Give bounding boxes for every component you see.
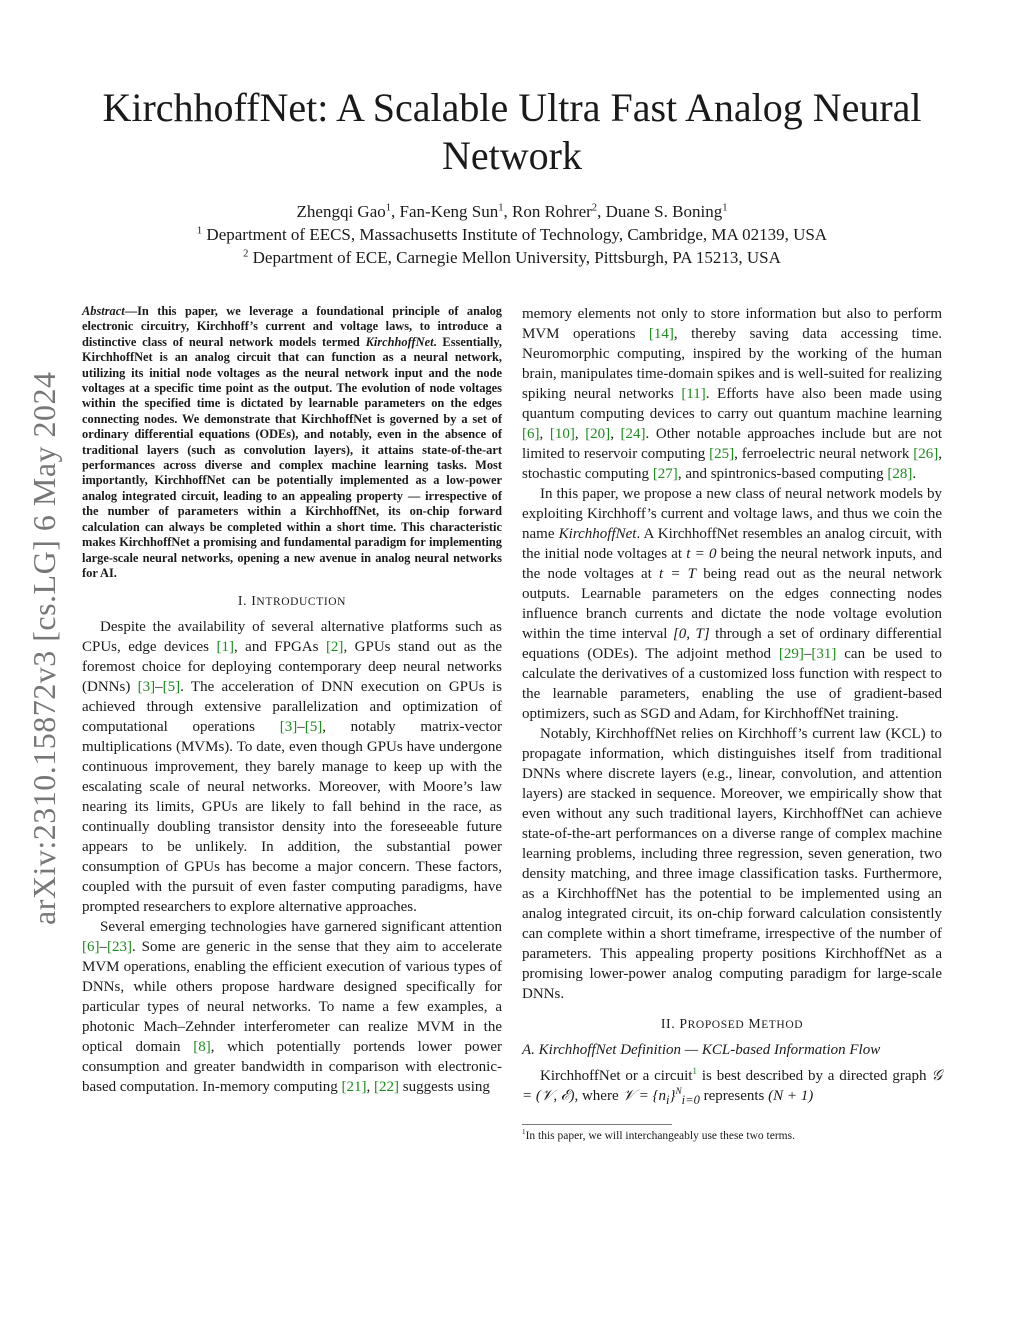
paragraph: Notably, KirchhoffNet relies on Kirchhoff’s current law (KCL) to propagate information, which distinguishes itself from traditional DNNs where discrete layers (e.g., linear, convolution, and attention layers) are stacked in sequence. Moreover, we empirically show that even without any such traditional layers, KirchhoffNet can achieve state-of-the-art performances on a diverse range of complex machine learning problems, including three regression, seven generation, two density matching, and three image classification tasks. Furthermore, as a KirchhoffNet has the potential to be implemented using an analog integrated circuit, its on-chip forward calculation consistently can complete within a short timeframe, irrespective of the number of parameters. This appealing property positions KirchhoffNet as a promising lower-power analog computing paradigm for large-scale DNNs. [522, 726, 942, 1002]
right-column [522, 304, 942, 1143]
abstract: Abstract—In this paper, we leverage a foundational principle of analog electronic circuitry, Kirchhoff’s current and voltage laws, to introduce a distinctive class of neural network models termed KirchhoffNet. Essentially, KirchhoffNet is an analog circuit that can function as a neural network, utilizing its initial node voltages as the neural network input and the node voltages at a specific time point as the output. The evolution of node voltages within the specified time is dictated by learnable parameters on the edges connecting nodes. We demonstrate that KirchhoffNet is governed by a set of ordinary differential equations (ODEs), and notably, even in the absence of traditional layers (such as convolution layers), it attains state-of-the-art performances across diverse and complex machine learning tasks. Most importantly, KirchhoffNet can be potentially implemented as a low-power analog integrated circuit, leading to an appealing property — irrespective of the number of parameters within a KirchhoffNet, its on-chip forward calculation can always be completed within a short time. This characteristic makes KirchhoffNet a promising and fundamental paradigm for implementing large-scale neural networks, opening a new avenue in analog neural networks for AI. [82, 304, 502, 580]
affiliation-number: 1 [196, 225, 203, 237]
citation-link[interactable]: [3] [137, 679, 156, 696]
math-inline: t = 0 [686, 546, 717, 562]
author-name: Duane S. Boning [605, 202, 723, 221]
citation-link[interactable]: [2] [325, 639, 344, 656]
citation-link[interactable]: [27] [652, 466, 678, 482]
arxiv-identifier: arXiv:2310.15872v3 [cs.LG] 6 May 2024 [26, 371, 62, 925]
author-name: Fan-Keng Sun [399, 202, 499, 221]
citation-link[interactable]: [10] [549, 426, 575, 442]
affiliation-line [60, 223, 964, 246]
footnote: $^1$In this paper, we will interchangeably use these two terms. [522, 1128, 795, 1142]
paragraph: Despite the availability of several alternative platforms such as CPUs, edge devices [1], and FPGAs [2], GPUs stand out as the foremost choice for deploying contemporary deep neural networks (DNNs) [3]–[5]. The acceleration of DNN execution on GPUs is achieved through extensive parallelization and optimization of computational operations [3]–[5], notably matrix-vector multiplications (MVMs). To date, even though GPUs have undergone continuous improvement, they barely manage to keep up with the escalating scale of neural networks. Moreover, with Moore’s law nearing its limits, GPUs are likely to fall behind in the race, as continually doubling transistor density into the foreseeable future appears to be unlikely. In addition, the substantial power consumption of GPUs has become a major concern. These factors, coupled with the pursuit of even faster computing paradigms, have prompted researchers to explore alternative approaches. [82, 619, 503, 916]
citation-link[interactable]: [20] [585, 426, 611, 442]
abstract-term: KirchhoffNet [365, 334, 434, 349]
citation-link[interactable]: [21] [341, 1079, 367, 1096]
affiliation-mark: 2 [591, 202, 598, 214]
citation-link[interactable]: [22] [374, 1079, 400, 1096]
math-inline: t = T [659, 566, 697, 582]
paragraph: Several emerging technologies have garnered significant attention [6]–[23]. Some are generic in the sense that they aim to accelerate MVM operations, enabling the efficient execution of various types of DNNs, while others propose hardware designed specifically for particular types of neural networks. To name a few examples, a photonic Mach–Zehnder interferometer can realize MVM in the optical domain [8], which potentially portends lower power consumption and greater bandwidth in comparison with electronic-based computation. In-memory computing [21], [22] suggests using [82, 919, 503, 1096]
citation-link[interactable]: [1] [216, 639, 234, 656]
math-inline: 𝒢 = (𝒱, ℰ) [522, 1068, 942, 1104]
footnote-mark[interactable]: 1 [692, 1067, 698, 1077]
citation-link[interactable]: [8] [193, 1039, 211, 1056]
affiliation-mark: 1 [385, 202, 392, 214]
citation-link[interactable]: [31] [811, 646, 837, 662]
affiliation-text: Department of ECE, Carnegie Mellon University, Pittsburgh, PA 15213, USA [252, 248, 781, 267]
citation-link[interactable]: [3] [279, 719, 298, 736]
citation-link[interactable]: [11] [681, 386, 706, 402]
section-heading-proposed-method: II. PROPOSED METHOD [660, 1016, 804, 1031]
affiliation-mark: 1 [498, 202, 504, 214]
citation-link[interactable]: [6] [82, 939, 100, 956]
footnote-divider [522, 1124, 672, 1125]
citation-link[interactable]: [14] [648, 326, 674, 342]
author-block [60, 200, 964, 269]
right-column-body [522, 304, 942, 1143]
citation-link[interactable]: [25] [709, 446, 735, 462]
author-names: Zhengqi Gao$^1$, Fan-Keng Sun$^1$, Ron Rohrer$^2$, Duane S. Boning$^1$ [296, 202, 728, 221]
affiliation-text: Department of EECS, Massachusetts Institute of Technology, Cambridge, MA 02139, USA [206, 225, 828, 244]
math-inline: (N + 1) [768, 1088, 814, 1104]
citation-link[interactable]: [5] [304, 719, 323, 736]
introduction-body [82, 617, 502, 1097]
affiliation-line [60, 246, 964, 269]
author-name: Zhengqi Gao [296, 202, 386, 221]
affiliation-number: 2 [243, 248, 249, 260]
citation-link[interactable]: [5] [162, 679, 181, 696]
paragraph: memory elements not only to store information but also to perform MVM operations [14], thereby saving data accessing time. Neuromorphic computing, inspired by the working of the human brain, manipulates time-domain spikes and is well-suited for realizing spiking neural networks [11]. Efforts have also been made using quantum computing devices to carry out quantum machine learning [6], [10], [20], [24]. Other notable approaches include but are not limited to reservoir computing [25], ferroelectric neural network [26], stochastic computing [27], and spintronics-based computing [28]. [522, 306, 942, 482]
math-inline: [0, T] [672, 626, 710, 642]
subsection-heading: A. KirchhoffNet Definition — KCL-based Information Flow [522, 1042, 881, 1058]
citation-link[interactable]: [23] [107, 939, 132, 956]
paper-title: KirchhoffNet: A Scalable Ultra Fast Analog Neural Network [102, 85, 922, 178]
citation-link[interactable]: [24] [620, 426, 646, 442]
left-column [82, 304, 502, 1097]
affiliation-mark: 1 [722, 202, 728, 214]
paragraph: In this paper, we propose a new class of neural network models by exploiting Kirchhoff’s current and voltage laws, and thus we coin the name KirchhoffNet. A KirchhoffNet resembles an analog circuit, with the initial node voltages at t = 0 being the neural network inputs, and the node voltages at t = T being read out as the neural network outputs. Learnable parameters on the edges connecting nodes influence branch currents and dictate the node voltage evolution within the time interval [0, T] through a set of ordinary differential equations (ODEs). The adjoint method [29]–[31] can be used to calculate the derivatives of a customized loss function with respect to the learnable parameters, enabling the use of gradient-based optimizers, such as SGD and Adam, for KirchhoffNet training. [522, 486, 943, 722]
author-name: Ron Rohrer [512, 202, 592, 221]
paragraph: KirchhoffNet or a circuit$^1$ is best described by a directed graph 𝒢 = (𝒱, ℰ), where 𝒱 = $\{n_i\}^N_{i=0}$ represents (N + 1) [522, 1067, 942, 1107]
section-heading-introduction: I. INTRODUCTION [237, 593, 347, 609]
citation-link[interactable]: [6] [522, 426, 540, 442]
citation-link[interactable]: [28] [887, 466, 913, 482]
math-inline: 𝒱 = $\{n_i\}^N_{i=0}$ [622, 1087, 700, 1107]
term-kirchhoffnet: KirchhoffNet [558, 526, 637, 542]
citation-link[interactable]: [26] [913, 446, 939, 462]
citation-link[interactable]: [29] [778, 646, 804, 662]
abstract-label: Abstract [82, 304, 125, 318]
